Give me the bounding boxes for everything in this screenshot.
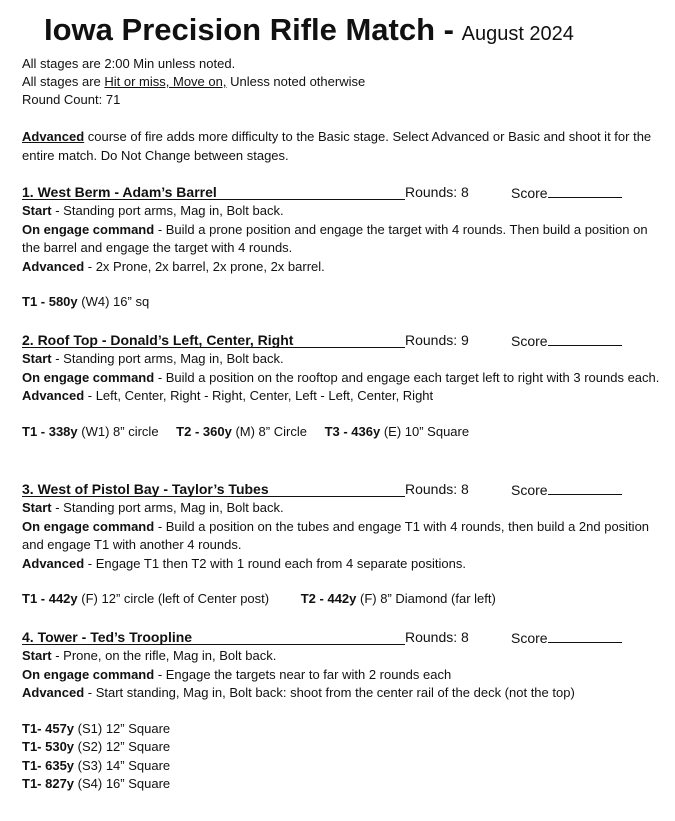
start-row [22,202,667,221]
score-blank [548,183,622,198]
stage-title-underline [22,199,405,200]
advanced-text: - 2x Prone, 2x barrel, 2x prone, 2x barrel. [84,258,325,274]
engage-row [22,518,667,555]
stage-title-underline [22,347,405,348]
stage-score [511,480,622,500]
stage-title: 3. West of Pistol Bay - Taylor’s Tubes [22,481,269,497]
stage-header [22,183,667,202]
target [22,775,667,794]
stage-header [22,331,667,350]
advanced-row [22,258,667,277]
target [22,424,159,439]
scoring-note [22,73,662,91]
target-desc: (M) 8” Circle [231,423,307,439]
target-desc: (S2) 12” Square [74,739,171,754]
advanced-label: Advanced [22,555,85,571]
target-list [22,590,667,609]
stage-title: 4. Tower - Ted’s Troopline [22,629,193,645]
score-label: Score [511,482,548,498]
match-title: Iowa Precision Rifle Match - [44,12,454,47]
advanced-label: Advanced [22,388,85,403]
engage-text: - Build a prone position and engage the target with 4 rounds. Then build a position on the barrel and engage the target with 4 rounds. [22,221,648,255]
target-id: T1- 457y [22,720,75,736]
rounds-label: Rounds: [405,629,458,645]
match-date: August 2024 [461,23,574,45]
scoring-note-pre: All stages are [22,74,105,89]
engage-row [22,221,667,258]
advanced-keyword: Advanced [22,129,85,144]
target-id: T1- 530y [22,739,75,754]
target-id: T1 - 442y [22,591,78,606]
stage-3 [22,480,667,609]
advanced-text: - Left, Center, Right - Right, Center, Left - Left, Center, Right [84,388,434,403]
stage-4 [22,628,667,794]
stage-header [22,480,667,499]
target-id: T1 - 580y [22,294,78,309]
engage-label: On engage command [22,518,155,534]
target [22,591,269,606]
engage-row [22,369,667,388]
start-label: Start [22,203,52,218]
target-id: T1- 827y [22,776,75,791]
engage-text: - Build a position on the tubes and engage T1 with 4 rounds, then build a 2nd position and engage T1 with another 4 rounds. [22,518,650,552]
target-desc: (S4) 16” Square [74,776,171,791]
start-row [22,647,667,666]
advanced-label: Advanced [22,258,85,274]
stage-title-underline [22,496,405,497]
target-id: T1 - 338y [22,423,78,439]
stage-score [511,628,622,648]
stage-2 [22,331,667,441]
target-desc: (F) 8” Diamond (far left) [356,591,496,606]
target-desc: (E) 10” Square [380,423,470,439]
advanced-label: Advanced [22,685,85,700]
engage-row [22,666,667,685]
start-text: - Prone, on the rifle, Mag in, Bolt back. [51,648,277,663]
target-desc: (W4) 16” sq [77,294,150,309]
score-label: Score [511,630,548,646]
target [325,424,470,439]
advanced-row [22,684,667,703]
advanced-text: - Engage T1 then T2 with 1 round each from 4 separate positions. [84,555,466,571]
target-desc: (S3) 14” Square [74,757,171,773]
stage-title-underline [22,644,405,645]
advanced-row [22,555,667,574]
advanced-note-text: course of fire adds more difficulty to the Basic stage. Select Advanced or Basic and shoot it for the entire match. Do Not Change between stages. [22,129,652,163]
target [22,720,667,739]
score-label: Score [511,333,548,349]
target [22,757,667,776]
start-text: - Standing port arms, Mag in, Bolt back. [51,351,284,366]
engage-label: On engage command [22,666,155,682]
stage-rounds [405,480,469,499]
engage-text: - Engage the targets near to far with 2 rounds each [154,666,452,682]
round-count: Round Count: 71 [22,92,121,107]
score-blank [548,331,622,346]
stage-header [22,628,667,647]
target-list [22,293,667,312]
stage-rounds [405,183,469,202]
target [22,294,149,309]
start-label: Start [22,500,52,515]
advanced-text: - Start standing, Mag in, Bolt back: shoot from the center rail of the deck (not the top) [84,685,575,700]
stage-title: 2. Roof Top - Donald’s Left, Center, Right [22,332,294,348]
stage-score [511,183,622,203]
stage-rounds [405,331,469,350]
scoring-note-underlined: Hit or miss, Move on, [104,74,227,89]
stage-rounds [405,628,469,647]
page-title [44,10,574,56]
start-label: Start [22,648,52,663]
rounds-label: Rounds: [405,184,458,200]
score-blank [548,480,622,495]
score-label: Score [511,185,548,201]
intro-notes [22,55,662,109]
target-id: T3 - 436y [324,423,381,439]
engage-label: On engage command [22,221,155,237]
stage-title: 1. West Berm - Adam’s Barrel [22,184,217,200]
target-desc: (W1) 8” circle [77,423,159,439]
start-text: - Standing port arms, Mag in, Bolt back. [51,203,284,218]
target-id: T2 - 442y [300,591,357,606]
start-label: Start [22,351,52,366]
target-desc: (F) 12” circle (left of Center post) [77,591,270,606]
start-row [22,499,667,518]
rounds-value: 9 [461,332,469,348]
target-list [22,423,667,442]
rounds-value: 8 [461,184,469,200]
rounds-label: Rounds: [405,481,458,497]
rounds-value: 8 [461,629,469,645]
advanced-row [22,387,667,406]
stage-1 [22,183,667,312]
target [176,424,307,439]
advanced-course-note [22,127,658,165]
stage-score [511,331,622,351]
target-id: T1- 635y [22,757,75,773]
engage-text: - Build a position on the rooftop and engage each target left to right with 3 rounds each. [154,369,660,385]
target-id: T2 - 360y [176,423,232,439]
target [301,591,496,606]
engage-label: On engage command [22,369,155,385]
start-text: - Standing port arms, Mag in, Bolt back. [51,500,284,515]
time-note: All stages are 2:00 Min unless noted. [22,56,236,71]
start-row [22,350,667,369]
score-blank [548,628,622,643]
target-desc: (S1) 12” Square [74,720,171,736]
scoring-note-post: Unless noted otherwise [226,74,366,89]
rounds-label: Rounds: [405,332,458,348]
target [22,738,667,757]
rounds-value: 8 [461,481,469,497]
